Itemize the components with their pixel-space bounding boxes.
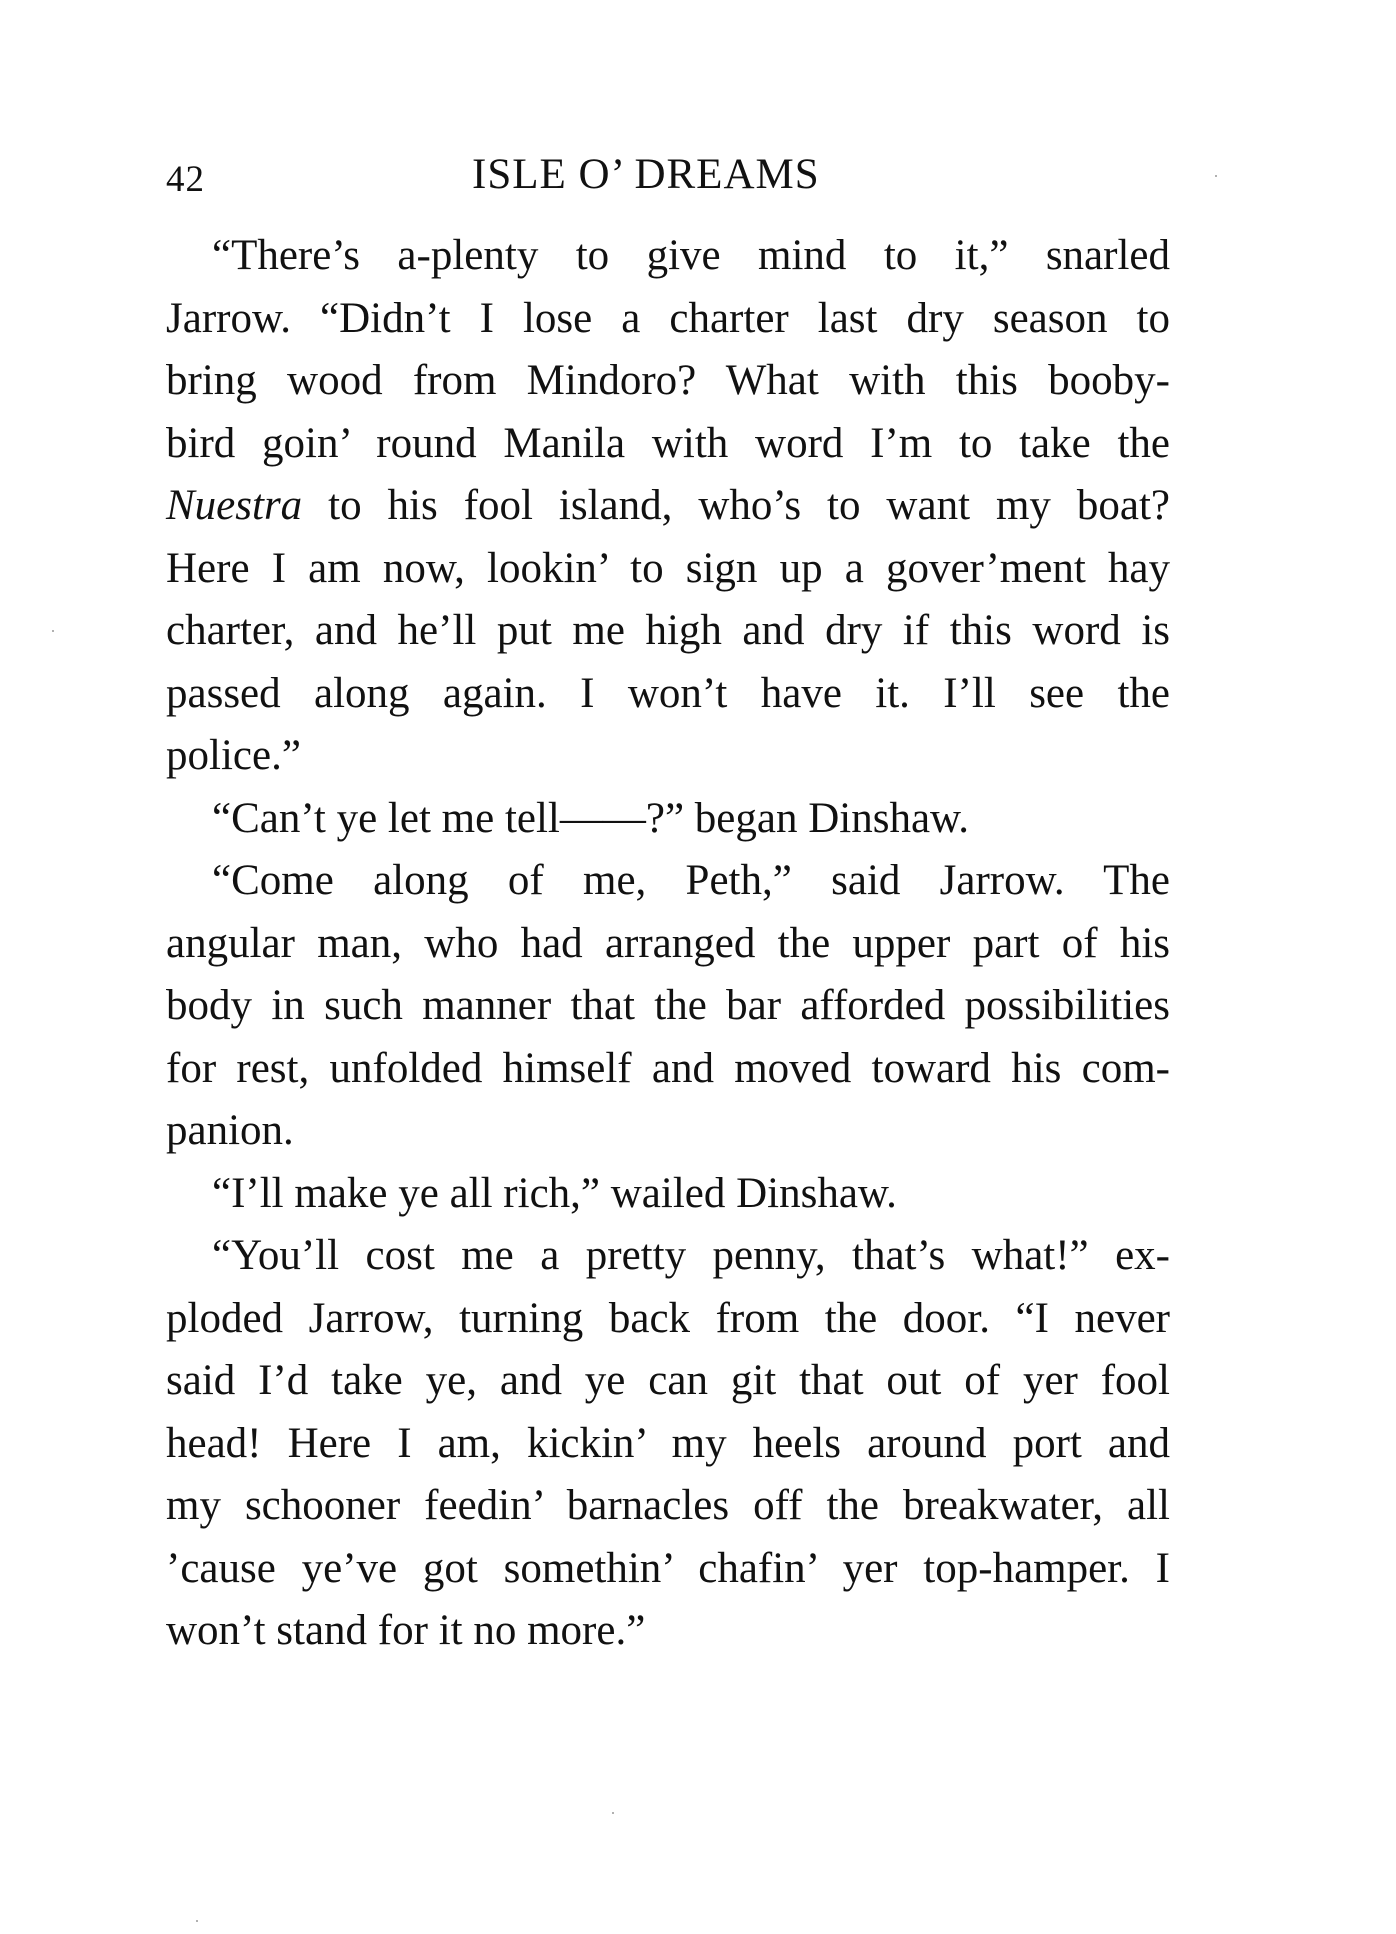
running-title: ISLE O’ DREAMS [472, 151, 820, 198]
paper-speck [612, 1812, 614, 1814]
line-remainder: to his fool island, who’s to want my boat? [302, 482, 1170, 529]
body-text [166, 225, 1170, 1663]
text-line: “I’ll make ye all rich,” wailed Dinshaw. [212, 1169, 897, 1217]
text-line: Jarrow. “Didn’t I lose a charter last dry season to [166, 294, 1170, 342]
paragraph [166, 225, 1170, 788]
paragraph [166, 850, 1170, 1163]
text-line: panion. [166, 1107, 294, 1154]
text-line: angular man, who had arranged the upper part of his [166, 919, 1170, 967]
running-head [166, 150, 1166, 206]
italic-ship-name: Nuestra [166, 482, 303, 529]
text-line: “Can’t ye let me tell——?” began Dinshaw. [212, 794, 970, 842]
text-line: ’cause ye’ve got somethin’ chafin’ yer top-hamper. I [166, 1544, 1170, 1592]
text-line: passed along again. I won’t have it. I’ll see the [166, 669, 1170, 717]
paragraph [166, 1163, 1170, 1226]
page-number: 42 [166, 159, 205, 200]
text-line: for rest, unfolded himself and moved toward his com- [166, 1044, 1170, 1092]
paper-speck [1215, 175, 1217, 177]
text-line: “There’s a-plenty to give mind to it,” snarled [212, 232, 1170, 279]
text-line: “Come along of me, Peth,” said Jarrow. The [212, 857, 1170, 904]
text-line: ploded Jarrow, turning back from the door. “I never [166, 1294, 1170, 1342]
text-line: charter, and he’ll put me high and dry if this word is [166, 607, 1170, 654]
paragraph [166, 788, 1170, 851]
text-line: body in such manner that the bar afforded possibilities [166, 982, 1170, 1029]
text-line: “You’ll cost me a pretty penny, that’s what!” ex- [212, 1232, 1170, 1279]
text-line: won’t stand for it no more.” [166, 1607, 646, 1654]
paper-speck [52, 630, 54, 632]
paragraph [166, 1225, 1170, 1663]
text-line: my schooner feedin’ barnacles off the breakwater, all [166, 1482, 1170, 1529]
text-line: head! Here I am, kickin’ my heels around port and [166, 1419, 1170, 1467]
text-line: Here I am now, lookin’ to sign up a gover’ment hay [166, 544, 1170, 592]
paper-speck [196, 1920, 198, 1922]
text-line: bird goin’ round Manila with word I’m to take the [166, 419, 1170, 467]
text-line: police.” [166, 732, 301, 779]
text-line: bring wood from Mindoro? What with this booby- [166, 357, 1170, 404]
text-line [166, 475, 1170, 538]
text-line: said I’d take ye, and ye can git that out of yer fool [166, 1357, 1170, 1404]
